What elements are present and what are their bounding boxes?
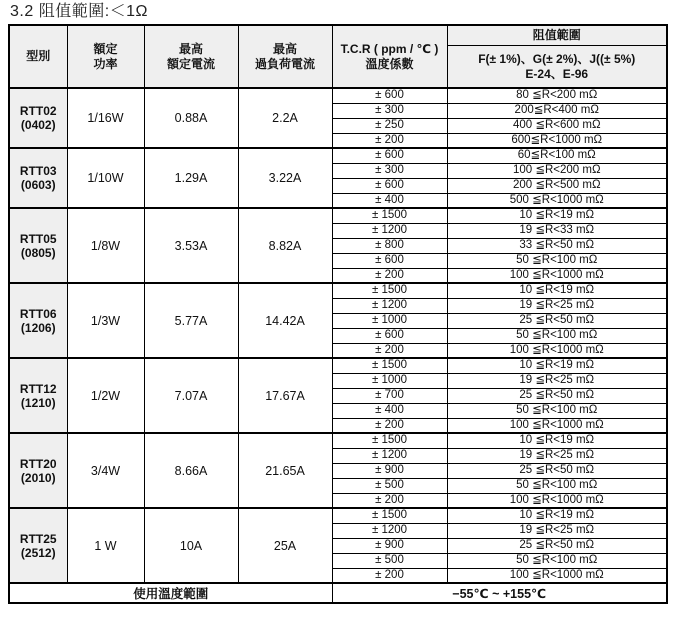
tcr-value-cell: ± 200 <box>332 133 447 148</box>
tcr-value-cell: ± 500 <box>332 553 447 568</box>
tcr-value-cell: ± 300 <box>332 163 447 178</box>
header-rated-power-line1: 額定 <box>93 41 118 56</box>
tcr-value-cell: ± 700 <box>332 388 447 403</box>
header-rated-power-line2: 功率 <box>93 56 118 71</box>
max-overload-current-cell: 17.67A <box>238 358 332 433</box>
operating-temp-label: 使用溫度範圍 <box>9 583 332 603</box>
tcr-value-cell: ± 600 <box>332 148 447 163</box>
resistance-range-cell: 100 ≦R<1000 mΩ <box>447 568 667 583</box>
model-package: (0402) <box>20 118 56 132</box>
resistance-range-cell: 100 ≦R<1000 mΩ <box>447 268 667 283</box>
rated-power-cell: 1/16W <box>67 88 144 148</box>
header-max-overload-current-line1: 最高 <box>272 41 297 56</box>
tcr-value-cell: ± 250 <box>332 118 447 133</box>
max-overload-current-cell: 8.82A <box>238 208 332 283</box>
tcr-value-cell: ± 1200 <box>332 448 447 463</box>
model-name: RTT06 <box>19 306 57 321</box>
tcr-value-cell: ± 1500 <box>332 208 447 223</box>
tcr-value-cell: ± 900 <box>332 463 447 478</box>
tcr-value-cell: ± 1200 <box>332 223 447 238</box>
tcr-value-cell: ± 200 <box>332 418 447 433</box>
rated-power-cell: 1/8W <box>67 208 144 283</box>
max-overload-current-cell: 14.42A <box>238 283 332 358</box>
model-package: (0603) <box>20 178 56 192</box>
table-row <box>9 148 667 163</box>
resistance-range-cell: 19 ≦R<25 mΩ <box>447 523 667 538</box>
max-rated-current-cell: 3.53A <box>144 208 238 283</box>
resistance-range-cell: 50 ≦R<100 mΩ <box>447 553 667 568</box>
resistance-range-cell: 19 ≦R<25 mΩ <box>447 373 667 388</box>
resistance-spec-table <box>8 24 668 604</box>
tcr-value-cell: ± 1500 <box>332 283 447 298</box>
tcr-value-cell: ± 600 <box>332 178 447 193</box>
resistance-range-cell: 600≦R<1000 mΩ <box>447 133 667 148</box>
model-type-cell <box>9 283 67 358</box>
resistance-range-cell: 19 ≦R<33 mΩ <box>447 223 667 238</box>
model-type-cell <box>9 208 67 283</box>
max-rated-current-cell: 1.29A <box>144 148 238 208</box>
model-name: RTT02 <box>19 104 57 118</box>
resistance-range-cell: 200 ≦R<500 mΩ <box>447 178 667 193</box>
header-tolerance-series <box>447 46 667 88</box>
tcr-value-cell: ± 1500 <box>332 433 447 448</box>
tcr-value-cell: ± 200 <box>332 268 447 283</box>
page-title: 3.2 阻值範圍:＜1Ω <box>10 3 148 20</box>
rated-power-cell: 1/10W <box>67 148 144 208</box>
rated-power-cell: 1/3W <box>67 283 144 358</box>
tcr-value-cell: ± 200 <box>332 343 447 358</box>
model-name: RTT25 <box>19 531 57 546</box>
resistance-range-cell: 10 ≦R<19 mΩ <box>447 358 667 373</box>
resistance-range-cell: 100 ≦R<1000 mΩ <box>447 343 667 358</box>
resistance-range-cell: 100 ≦R<1000 mΩ <box>447 493 667 508</box>
max-rated-current-cell: 5.77A <box>144 283 238 358</box>
max-rated-current-cell: 0.88A <box>144 88 238 148</box>
resistance-range-cell: 50 ≦R<100 mΩ <box>447 328 667 343</box>
rated-power-cell: 1 W <box>67 508 144 583</box>
tcr-value-cell: ± 400 <box>332 193 447 208</box>
resistance-range-cell: 10 ≦R<19 mΩ <box>447 433 667 448</box>
max-overload-current-cell: 2.2A <box>238 88 332 148</box>
header-max-rated-current <box>144 25 238 88</box>
model-package: (2512) <box>20 545 56 560</box>
table-row <box>9 208 667 223</box>
table-row <box>9 88 667 103</box>
model-type-cell <box>9 88 67 148</box>
max-overload-current-cell: 3.22A <box>238 148 332 208</box>
resistance-range-cell: 33 ≦R<50 mΩ <box>447 238 667 253</box>
tcr-value-cell: ± 600 <box>332 88 447 103</box>
max-rated-current-cell: 8.66A <box>144 433 238 508</box>
header-rated-power <box>67 25 144 88</box>
model-type-cell <box>9 433 67 508</box>
header-tcr-line1: T.C.R ( ppm / ℃ ) <box>340 41 439 56</box>
header-resistance-range: 阻值範圍 <box>447 25 667 46</box>
tcr-value-cell: ± 900 <box>332 538 447 553</box>
max-overload-current-cell: 21.65A <box>238 433 332 508</box>
resistance-range-cell: 19 ≦R<25 mΩ <box>447 298 667 313</box>
tcr-value-cell: ± 1500 <box>332 358 447 373</box>
table-row <box>9 508 667 523</box>
tcr-value-cell: ± 300 <box>332 103 447 118</box>
model-package: (1206) <box>20 320 56 335</box>
resistance-range-cell: 200≦R<400 mΩ <box>447 103 667 118</box>
header-type: 型別 <box>9 25 67 88</box>
tcr-value-cell: ± 800 <box>332 238 447 253</box>
operating-temp-value: −55℃ ~ +155℃ <box>332 583 667 603</box>
table-row <box>9 433 667 448</box>
resistance-range-cell: 19 ≦R<25 mΩ <box>447 448 667 463</box>
table-row <box>9 358 667 373</box>
model-package: (1210) <box>20 395 56 410</box>
tcr-value-cell: ± 500 <box>332 478 447 493</box>
tcr-value-cell: ± 600 <box>332 253 447 268</box>
resistance-range-cell: 10 ≦R<19 mΩ <box>447 208 667 223</box>
header-tcr-line2: 溫度係數 <box>365 56 414 71</box>
resistance-range-cell: 80 ≦R<200 mΩ <box>447 88 667 103</box>
tcr-value-cell: ± 400 <box>332 403 447 418</box>
resistance-range-cell: 50 ≦R<100 mΩ <box>447 478 667 493</box>
tcr-value-cell: ± 1500 <box>332 508 447 523</box>
resistance-range-cell: 25 ≦R<50 mΩ <box>447 313 667 328</box>
header-tcr <box>332 25 447 88</box>
resistance-range-cell: 50 ≦R<100 mΩ <box>447 403 667 418</box>
model-type-cell <box>9 148 67 208</box>
header-max-rated-current-line2: 額定電流 <box>166 56 215 71</box>
max-rated-current-cell: 10A <box>144 508 238 583</box>
header-max-overload-current <box>238 25 332 88</box>
rated-power-cell: 1/2W <box>67 358 144 433</box>
model-package: (0805) <box>20 245 56 260</box>
tcr-value-cell: ± 1000 <box>332 373 447 388</box>
model-type-cell <box>9 358 67 433</box>
tcr-value-cell: ± 1200 <box>332 523 447 538</box>
tcr-value-cell: ± 600 <box>332 328 447 343</box>
resistance-range-cell: 500 ≦R<1000 mΩ <box>447 193 667 208</box>
table-body <box>9 88 667 583</box>
resistance-range-cell: 50 ≦R<100 mΩ <box>447 253 667 268</box>
header-series-line: E-24、E-96 <box>525 66 589 81</box>
table-row <box>9 283 667 298</box>
max-overload-current-cell: 25A <box>238 508 332 583</box>
model-type-cell <box>9 508 67 583</box>
resistance-range-cell: 25 ≦R<50 mΩ <box>447 538 667 553</box>
model-name: RTT03 <box>19 164 57 178</box>
resistance-range-cell: 60≦R<100 mΩ <box>447 148 667 163</box>
table-footer <box>9 583 667 603</box>
model-name: RTT12 <box>19 381 57 396</box>
resistance-range-cell: 25 ≦R<50 mΩ <box>447 388 667 403</box>
resistance-range-cell: 100 ≦R<200 mΩ <box>447 163 667 178</box>
tcr-value-cell: ± 1200 <box>332 298 447 313</box>
resistance-range-cell: 25 ≦R<50 mΩ <box>447 463 667 478</box>
resistance-range-cell: 400 ≦R<600 mΩ <box>447 118 667 133</box>
model-package: (2010) <box>20 470 56 485</box>
tcr-value-cell: ± 1000 <box>332 313 447 328</box>
tcr-value-cell: ± 200 <box>332 493 447 508</box>
header-tolerance-line: F(± 1%)、G(± 2%)、J((± 5%) <box>478 51 636 66</box>
resistance-range-cell: 100 ≦R<1000 mΩ <box>447 418 667 433</box>
model-name: RTT20 <box>19 456 57 471</box>
resistance-range-cell: 10 ≦R<19 mΩ <box>447 283 667 298</box>
rated-power-cell: 3/4W <box>67 433 144 508</box>
table-header <box>9 25 667 88</box>
resistance-range-cell: 10 ≦R<19 mΩ <box>447 508 667 523</box>
header-max-rated-current-line1: 最高 <box>178 41 203 56</box>
model-name: RTT05 <box>19 231 57 246</box>
tcr-value-cell: ± 200 <box>332 568 447 583</box>
header-max-overload-current-line2: 過負荷電流 <box>254 56 315 71</box>
max-rated-current-cell: 7.07A <box>144 358 238 433</box>
